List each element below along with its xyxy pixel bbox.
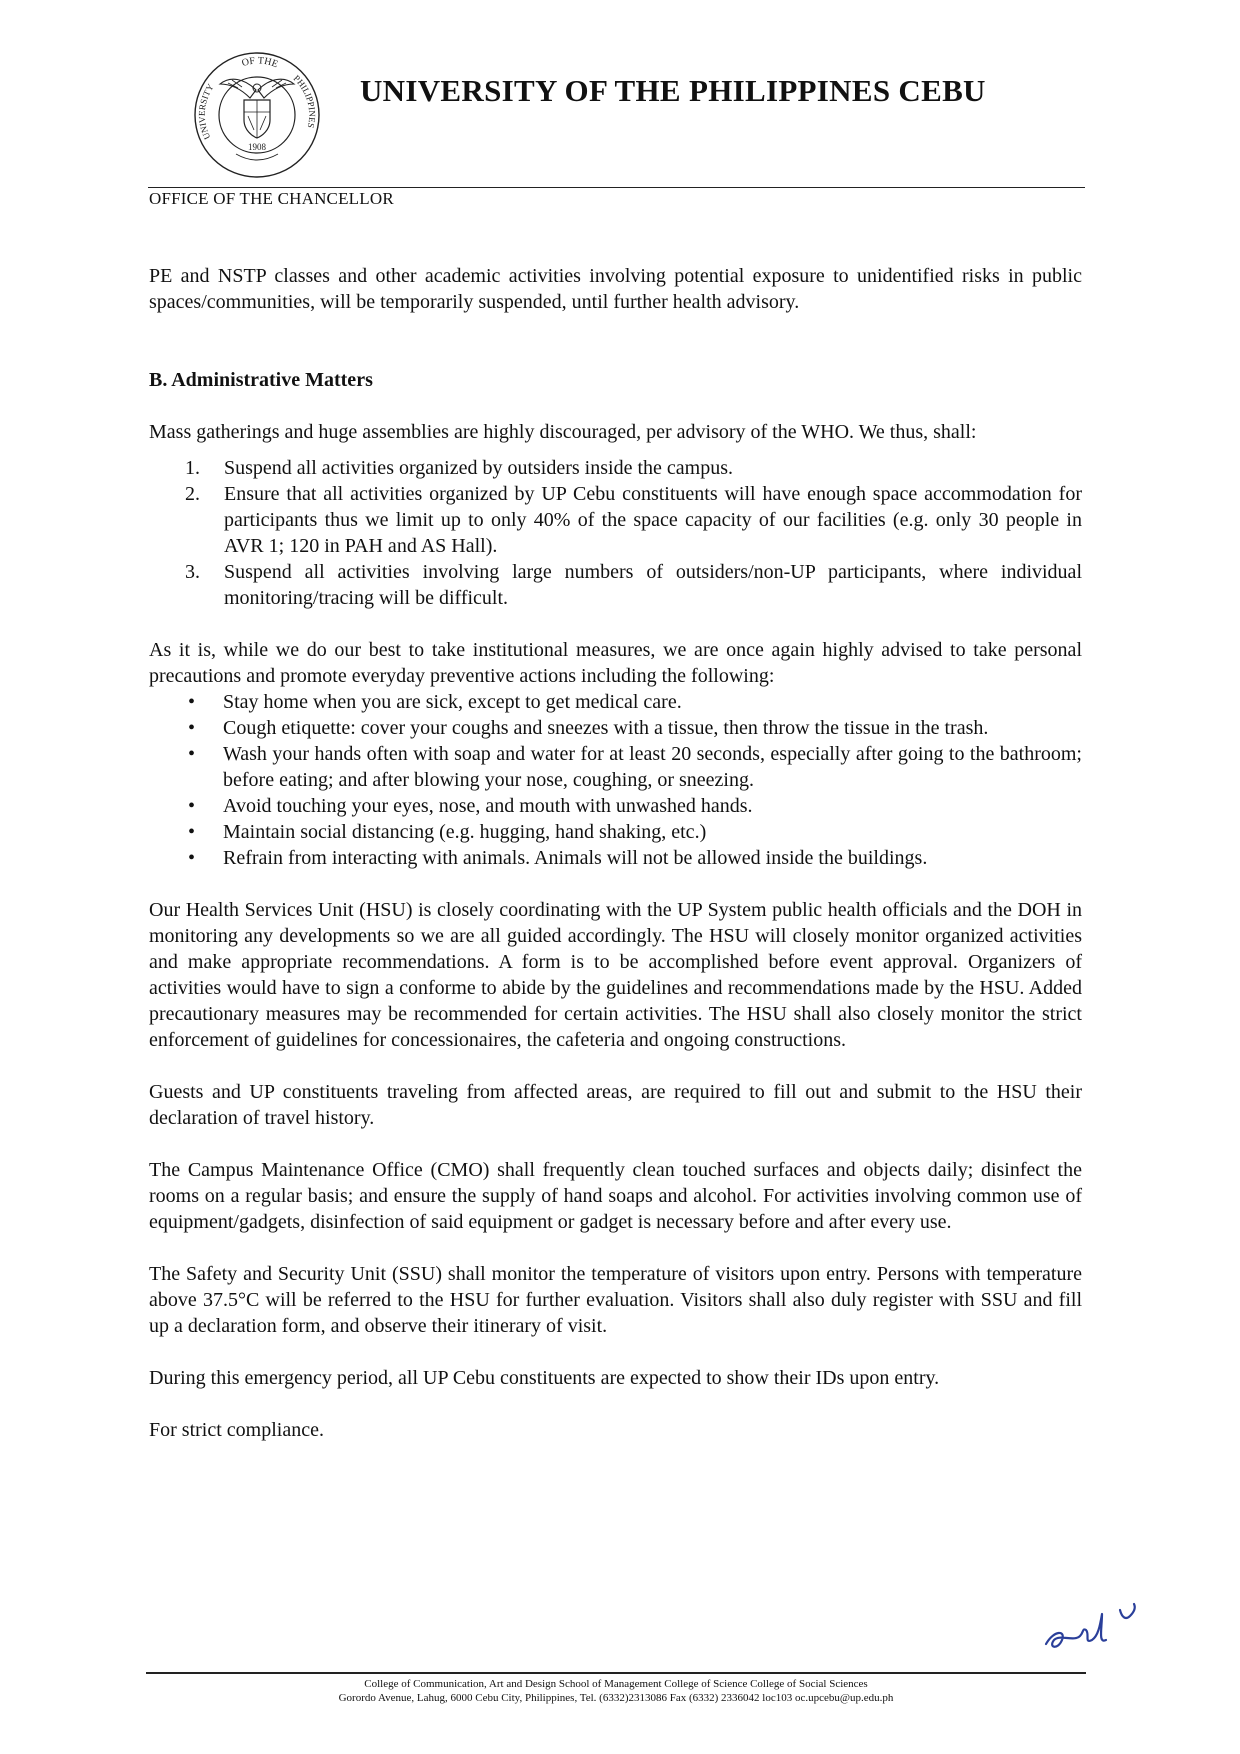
intro-paragraph: PE and NSTP classes and other academic activities involving potential exposure to unidentified risks in public spaces/communities, will be temporarily suspended, until further health advisory.: [149, 265, 1082, 313]
list-item-number: 2.: [185, 483, 200, 505]
bullet-icon: •: [188, 717, 196, 739]
svg-text:1908: 1908: [248, 142, 266, 152]
svg-text:UNIVERSITY: UNIVERSITY: [196, 82, 216, 142]
cmo-paragraph: The Campus Maintenance Office (CMO) shall frequently clean touched surfaces and objects daily; disinfect the rooms on a regular basis; and ensure the supply of hand soaps and alcohol. For activities involving common use of equipment/gadgets, disinfection of said equipment or gadget is necessary before and after every use.: [149, 1159, 1082, 1233]
precautions-list: [149, 689, 1082, 871]
list-item-text: Avoid touching your eyes, nose, and mouth with unwashed hands.: [223, 795, 753, 817]
bullet-icon: •: [188, 821, 196, 843]
precautions-intro: As it is, while we do our best to take institutional measures, we are once again highly advised to take personal precautions and promote everyday preventive actions including the following:: [149, 639, 1082, 687]
list-item-text: Maintain social distancing (e.g. hugging, hand shaking, etc.): [223, 821, 707, 843]
ssu-paragraph: The Safety and Security Unit (SSU) shall monitor the temperature of visitors upon entry. Persons with temperature above 37.5°C will be referred to the HSU for further evaluation. Visitors shall also duly register with SSU and fill up a declaration form, and observe their itinerary of visit.: [149, 1263, 1082, 1337]
closing-line: For strict compliance.: [149, 1419, 324, 1441]
office-name: OFFICE OF THE CHANCELLOR: [149, 189, 394, 208]
list-item: [149, 793, 1082, 819]
list-item-number: 1.: [185, 457, 200, 479]
bullet-icon: •: [188, 743, 196, 765]
gatherings-paragraph: Mass gatherings and huge assemblies are highly discouraged, per advisory of the WHO. We thus, shall:: [149, 421, 977, 443]
list-item-text: Stay home when you are sick, except to get medical care.: [223, 691, 682, 713]
list-item-text: Ensure that all activities organized by UP Cebu constituents will have enough space accommodation for participants thus we limit up to only 40% of the space capacity of our facilities (e.g. only 30 people in AVR 1; 120 in PAH and AS Hall).: [224, 483, 1082, 557]
list-item: [149, 845, 1082, 871]
list-item-text: Wash your hands often with soap and water for at least 20 seconds, especially after going to the bathroom; before eating; and after blowing your nose, coughing, or sneezing.: [223, 743, 1082, 791]
list-item: [149, 455, 1082, 481]
header-divider: [148, 187, 1085, 188]
letterhead-footer: [146, 1677, 1086, 1705]
footer-address: Gorordo Avenue, Lahug, 6000 Cebu City, Philippines, Tel. (6332)2313086 Fax (6332) 2336042 loc103 oc.upcebu@up.edu.ph: [338, 1692, 894, 1704]
list-item-text: Cough etiquette: cover your coughs and sneezes with a tissue, then throw the tissue in the trash.: [223, 717, 989, 739]
admin-steps-list: [149, 455, 1082, 611]
svg-text:OF THE: OF THE: [240, 55, 280, 71]
bullet-icon: •: [188, 691, 196, 713]
list-item: [149, 741, 1082, 793]
list-item: [149, 689, 1082, 715]
list-item-text: Refrain from interacting with animals. Animals will not be allowed inside the buildings.: [223, 847, 928, 869]
list-item-text: Suspend all activities involving large numbers of outsiders/non-UP participants, where individual monitoring/tracing will be difficult.: [224, 561, 1082, 609]
hsu-paragraph: Our Health Services Unit (HSU) is closely coordinating with the UP System public health officials and the DOH in monitoring any developments so we are all guided accordingly. The HSU will closely monitor organized activities and make appropriate recommendations. A form is to be accomplished before event approval. Organizers of activities would have to sign a conforme to abide by the guidelines and recommendations made by the HSU. Added precautionary measures may be recommended for certain activities. The HSU shall also closely monitor the strict enforcement of guidelines for concessionaires, the cafeteria and ongoing constructions.: [149, 899, 1082, 1051]
list-item: [149, 481, 1082, 559]
handwritten-initials-signature: [1040, 1600, 1150, 1658]
section-heading: B. Administrative Matters: [149, 369, 373, 391]
footer-divider: [146, 1672, 1086, 1674]
list-item: [149, 819, 1082, 845]
list-item: [149, 715, 1082, 741]
list-item-text: Suspend all activities organized by outsiders inside the campus.: [224, 457, 733, 479]
footer-colleges: College of Communication, Art and Design School of Management College of Science College of Social Sciences: [364, 1678, 868, 1690]
letter-body: [149, 263, 1082, 1443]
list-item: [149, 559, 1082, 611]
bullet-icon: •: [188, 795, 196, 817]
guests-paragraph: Guests and UP constituents traveling from affected areas, are required to fill out and submit to the HSU their declaration of travel history.: [149, 1081, 1082, 1129]
list-item-number: 3.: [185, 561, 200, 583]
university-seal-logo: [192, 50, 322, 180]
ids-paragraph: During this emergency period, all UP Cebu constituents are expected to show their IDs upon entry.: [149, 1367, 940, 1389]
bullet-icon: •: [188, 847, 196, 869]
svg-text:PHILIPPINES: PHILIPPINES: [291, 73, 318, 129]
university-name: UNIVERSITY OF THE PHILIPPINES CEBU: [360, 73, 986, 108]
